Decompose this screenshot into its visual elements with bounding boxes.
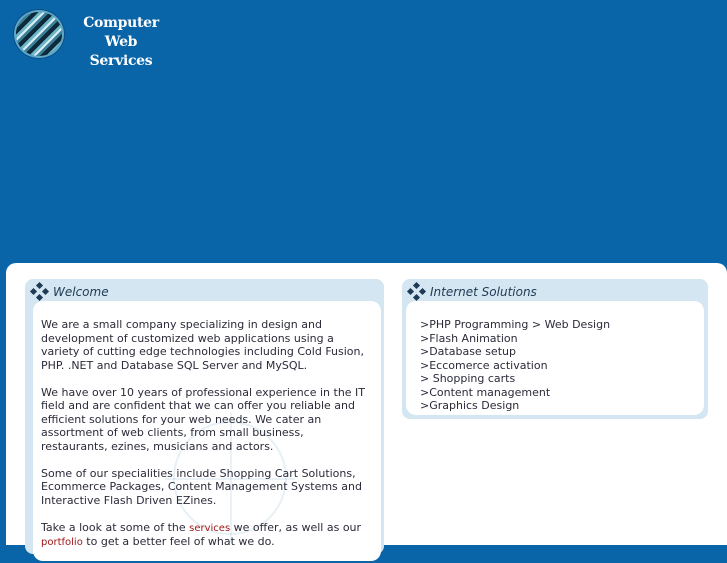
logo-line-1: Computer Web xyxy=(83,15,159,50)
solution-item: >Graphics Design xyxy=(420,399,520,412)
solutions-panel-header xyxy=(408,283,537,301)
welcome-p4-mid: we offer, as well as our xyxy=(230,520,362,534)
portfolio-link[interactable]: portfolio xyxy=(41,537,83,548)
welcome-text xyxy=(41,318,371,563)
solution-item: >Flash Animation xyxy=(420,331,518,345)
services-link[interactable]: services xyxy=(189,522,231,534)
solutions-panel-body xyxy=(406,301,704,415)
welcome-panel xyxy=(25,279,384,554)
welcome-p4-end: to get a better feel of what we do. xyxy=(82,535,275,548)
welcome-paragraph-3: Some of our specialities include Shopping Cart Solutions, Ecommerce Packages, Content Management Systems and Interactive Flash Driven EZines. xyxy=(41,466,362,507)
welcome-title: Welcome xyxy=(53,285,109,299)
solution-item: > Shopping carts xyxy=(420,372,516,385)
welcome-paragraph-4 xyxy=(41,521,371,550)
welcome-panel-body xyxy=(33,301,381,561)
solutions-title: Internet Solutions xyxy=(430,285,537,299)
site-logo-text[interactable] xyxy=(66,14,176,71)
solution-item: >Content management xyxy=(420,385,551,399)
welcome-paragraph-2: We have over 10 years of professional experience in the IT field and are confident that we can offer you reliable and efficient solutions for your web needs. We cater an assortment of web clients, from small business, restaurants, ezines, musicians and actors. xyxy=(41,385,366,453)
solutions-list xyxy=(420,318,700,413)
welcome-p4-start: Take a look at some of the xyxy=(41,520,190,534)
content-area xyxy=(6,263,727,548)
globe-logo-icon[interactable] xyxy=(16,12,62,56)
solution-item: >Database setup xyxy=(420,345,516,358)
solutions-panel xyxy=(402,279,708,419)
diamond-cluster-icon xyxy=(31,283,49,301)
header xyxy=(0,0,727,270)
solution-item: >PHP Programming > Web Design xyxy=(420,318,611,331)
solution-item: >Eccomerce activation xyxy=(420,358,548,372)
logo-line-2: Services xyxy=(89,53,153,69)
welcome-paragraph-1: We are a small company specializing in design and development of customized web applications using a variety of cutting edge technologies including Cold Fusion, PHP. .NET and Database SQL Server and MySQL. xyxy=(41,318,365,372)
diamond-cluster-icon xyxy=(408,283,426,301)
welcome-panel-header xyxy=(31,283,109,301)
